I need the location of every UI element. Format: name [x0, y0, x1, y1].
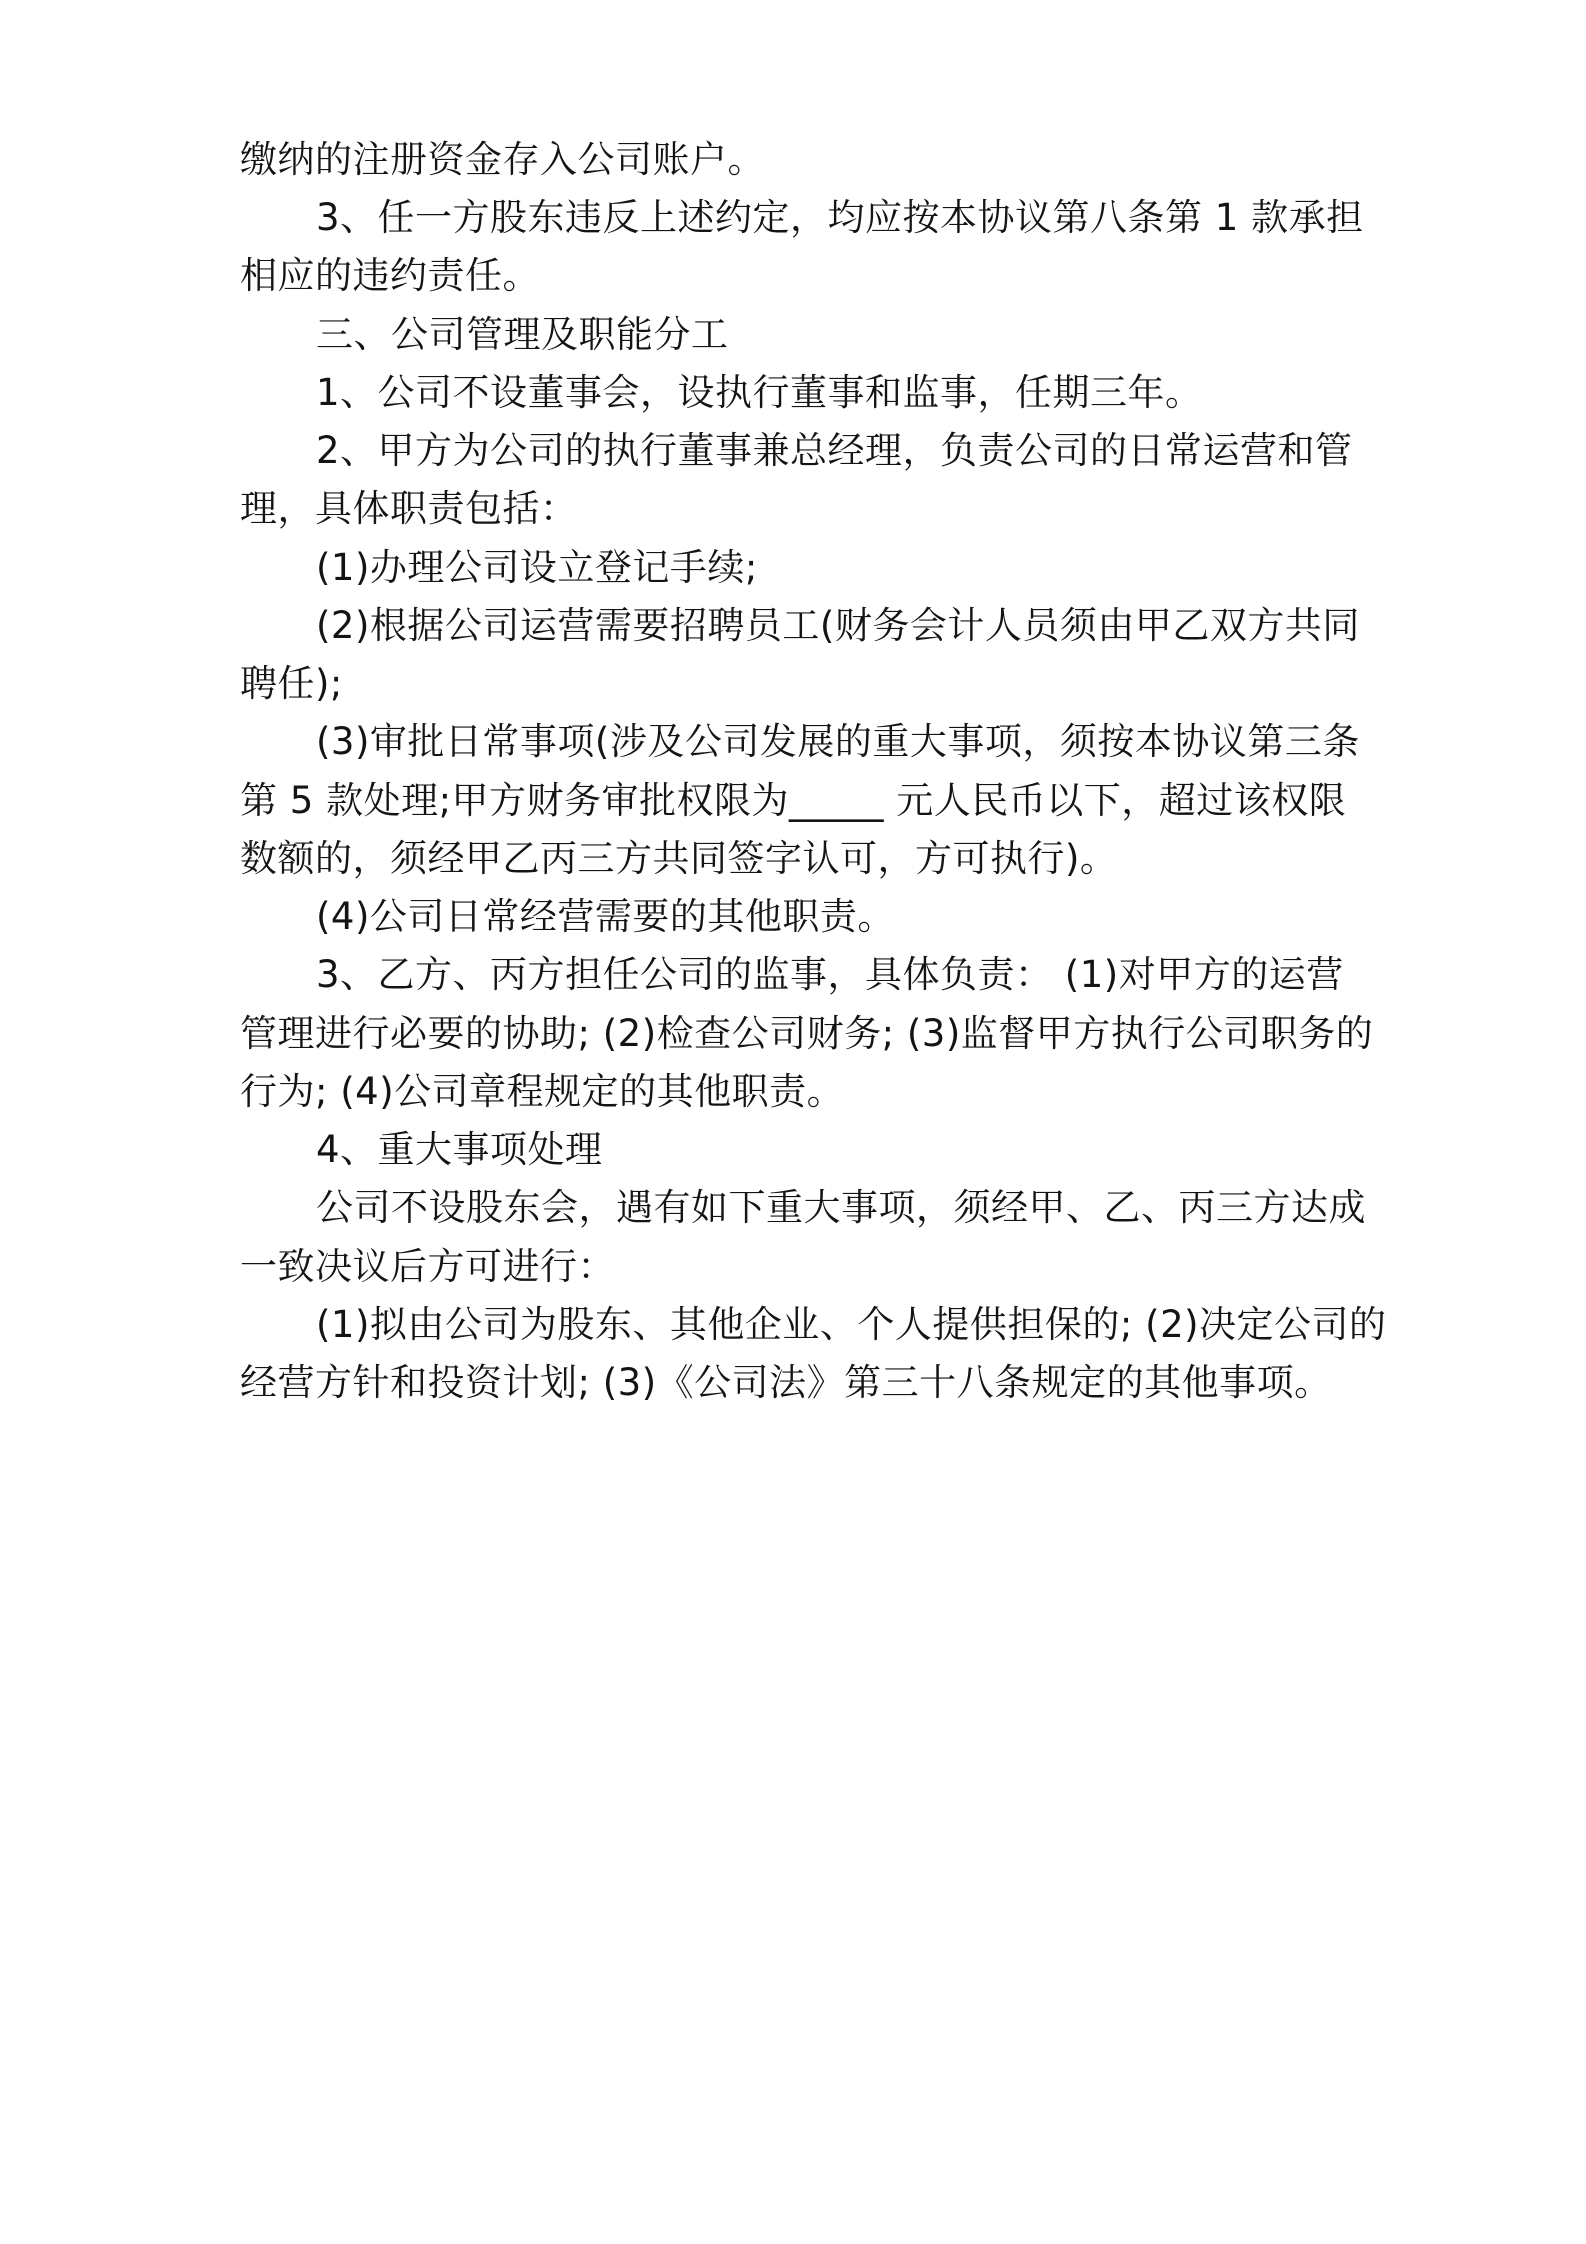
list-item-line: (1)拟由公司为股东、其他企业、个人提供担保的; (2)决定公司的: [316, 1303, 1387, 1346]
list-item-line: (4)公司日常经营需要的其他职责。: [316, 895, 895, 938]
list-item-line: 经营方针和投资计划; (3)《公司法》第三十八条规定的其他事项。: [240, 1361, 1332, 1404]
list-item-line: 数额的，须经甲乙丙三方共同签字认可，方可执行)。: [240, 837, 1118, 880]
paragraph-line: 1、公司不设董事会，设执行董事和监事，任期三年。: [316, 371, 1203, 414]
list-item-line: (3)审批日常事项(涉及公司发展的重大事项，须按本协议第三条: [316, 720, 1360, 763]
list-item-line: (1)办理公司设立登记手续;: [316, 546, 758, 589]
paragraph-line: 3、任一方股东违反上述约定，均应按本协议第八条第 1 款承担: [316, 196, 1364, 239]
paragraph-line: 3、乙方、丙方担任公司的监事，具体负责： (1)对甲方的运营: [316, 953, 1344, 996]
paragraph-line: 相应的违约责任。: [240, 254, 540, 297]
section-heading: 4、重大事项处理: [316, 1128, 603, 1171]
paragraph-line: 理，具体职责包括：: [240, 487, 578, 530]
paragraph-line: 管理进行必要的协助; (2)检查公司财务; (3)监督甲方执行公司职务的: [240, 1012, 1374, 1055]
list-item-line: (2)根据公司运营需要招聘员工(财务会计人员须由甲乙双方共同: [316, 604, 1360, 647]
paragraph-line: 行为; (4)公司章程规定的其他职责。: [240, 1070, 845, 1113]
paragraph-line: 公司不设股东会，遇有如下重大事项，须经甲、乙、丙三方达成: [316, 1186, 1366, 1229]
list-item-line: 聘任);: [240, 662, 343, 705]
paragraph-line: 缴纳的注册资金存入公司账户。: [240, 138, 765, 181]
paragraph-line: 2、甲方为公司的执行董事兼总经理，负责公司的日常运营和管: [316, 429, 1353, 472]
section-heading: 三、公司管理及职能分工: [316, 313, 729, 356]
paragraph-line: 一致决议后方可进行：: [240, 1245, 615, 1288]
list-item-line: 第 5 款处理;甲方财务审批权限为_____ 元人民币以下，超过该权限: [240, 779, 1347, 822]
